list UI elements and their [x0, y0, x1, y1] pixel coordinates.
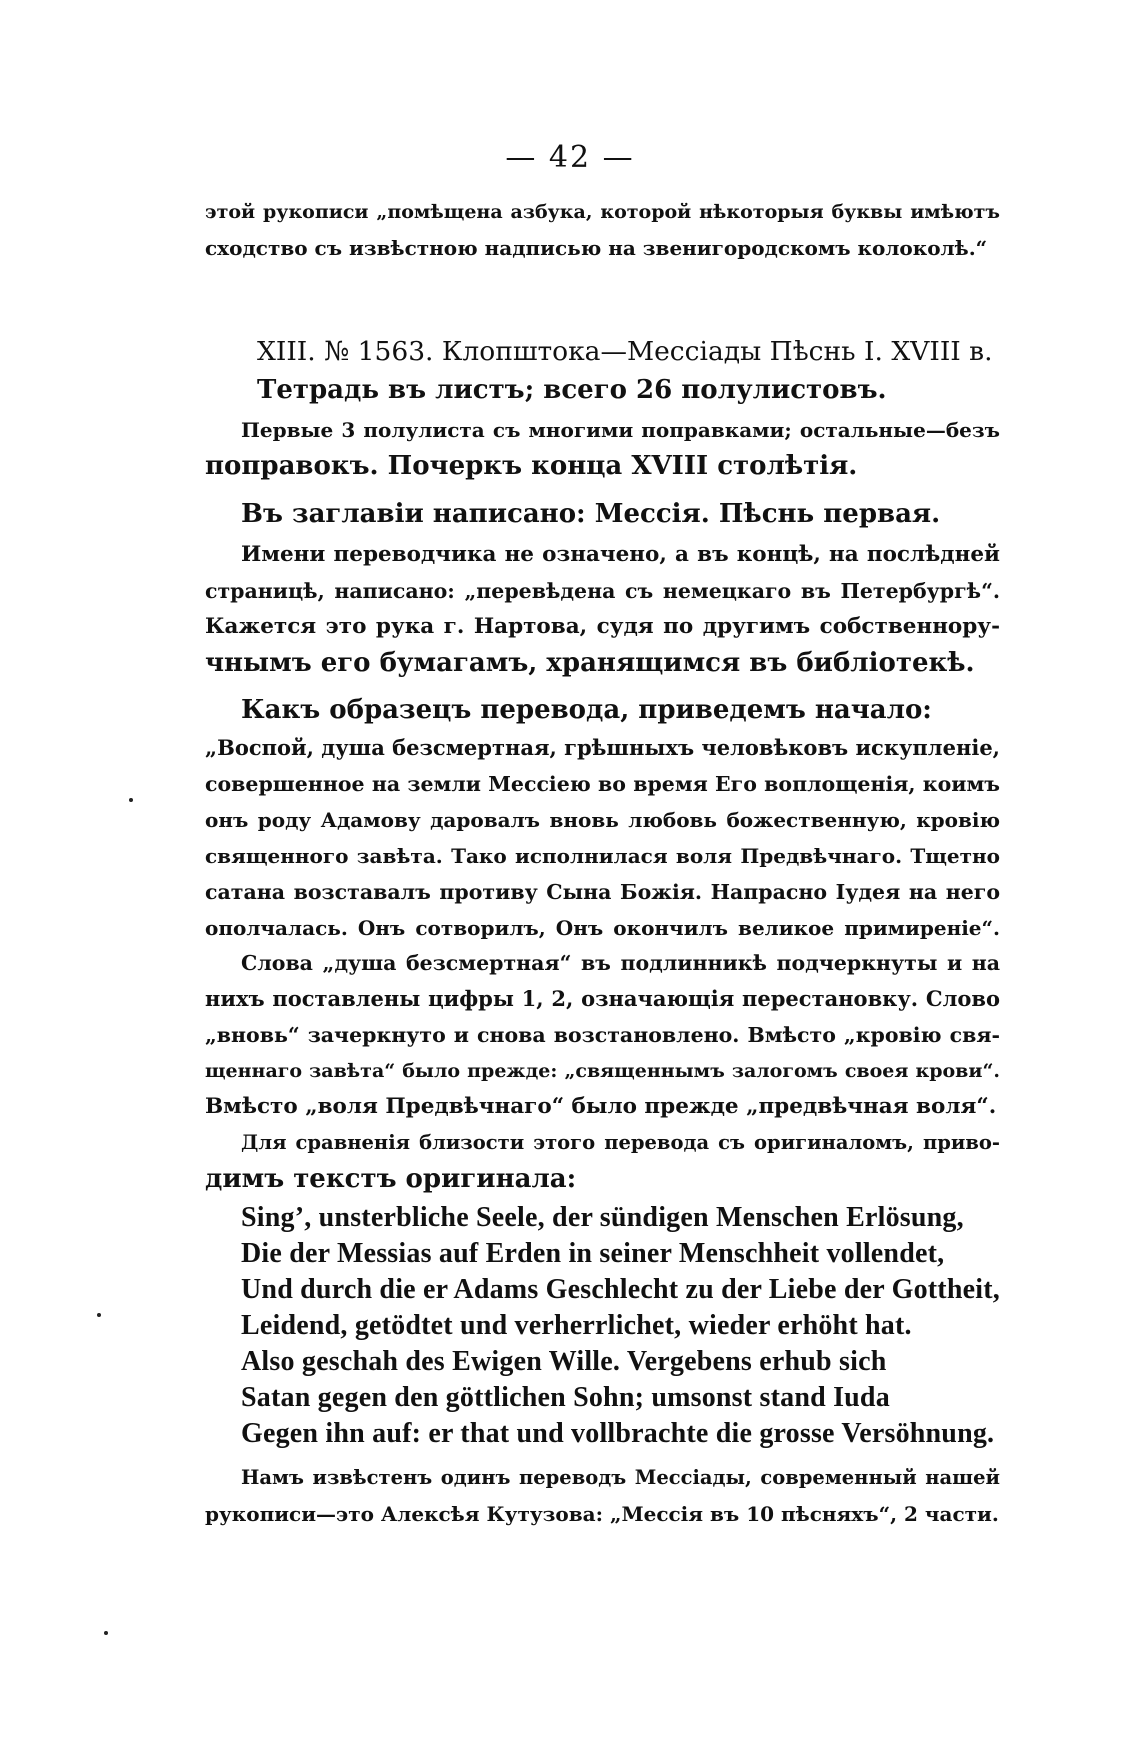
text-line: поправокъ. Почеркъ конца XVIII столѣтія. — [205, 451, 858, 481]
text-line: Намъ извѣстенъ одинъ переводъ Мессіады, современный нашей — [241, 1466, 1000, 1489]
verse-line: Sing’, unsterbliche Seele, der sündigen Menschen Erlösung, — [241, 1202, 964, 1233]
paragraph-6 — [205, 1125, 1000, 1197]
text-line: Для сравненія близости этого перевода съ оригиналомъ, приво- — [241, 1131, 1000, 1154]
text-line: онъ роду Адамову даровалъ вновь любовь божественную, кровію — [205, 808, 1000, 832]
text-line: димъ текстъ оригинала: — [205, 1164, 577, 1194]
verse-line: Leidend, getödtet und verherrlichet, wieder erhöht hat. — [241, 1310, 912, 1341]
heading-subtitle: Тетрадь въ листъ; всего 26 полулистовъ. — [257, 375, 887, 405]
page-number: — 42 — — [505, 140, 635, 175]
verse-line: Und durch die er Adams Geschlecht zu der Liebe der Gottheit, — [241, 1274, 1000, 1305]
paragraph-7 — [205, 1460, 1000, 1532]
paragraph-1 — [205, 412, 1000, 484]
paragraph-3 — [205, 537, 1000, 681]
text-line: нихъ поставлены цифры 1, 2, означающія перестановку. Слово — [205, 986, 1000, 1011]
paragraph-2 — [205, 496, 1000, 532]
text-line: совершенное на земли Мессіею во время Его воплощенія, коимъ — [205, 772, 1000, 796]
text-line: чнымъ его бумагамъ, хранящимся въ библіотекѣ. — [205, 648, 975, 678]
text-line: Вмѣсто „воля Предвѣчнаго“ было прежде „предвѣчная воля“. — [205, 1094, 997, 1119]
verse-line: Satan gegen den göttlichen Sohn; umsonst stand Iuda — [241, 1382, 890, 1413]
text-line: священного завѣта. Тако исполнилася воля Предвѣчнаго. Тщетно — [205, 844, 1000, 868]
heading-title: XIII. № 1563. Клопштока—Мессіады Пѣснь I. XVIII в. — [257, 336, 993, 367]
text-line: Имени переводчика не означено, а въ концѣ, на послѣдней — [241, 542, 1000, 567]
text-line: этой рукописи „помѣщена азбука, которой нѣкоторыя буквы имѣютъ — [205, 201, 1000, 223]
print-speck — [129, 798, 133, 802]
text-line: сходство съ извѣстною надписью на звенигородскомъ колоколѣ.“ — [205, 236, 988, 260]
original-verses — [205, 1200, 1000, 1452]
text-line: Какъ образецъ перевода, приведемъ начало: — [241, 695, 932, 725]
text-line: Въ заглавіи написано: Мессія. Пѣснь первая. — [241, 499, 941, 529]
text-line: Первые 3 полулиста съ многими поправками; остальные—безъ — [241, 418, 1000, 442]
text-line: „Воспой, душа безсмертная, грѣшныхъ человѣковъ искупленіе, — [205, 735, 1000, 760]
paragraph-5 — [205, 945, 1000, 1125]
text-line: страницѣ, написано: „перевѣдена съ немецкаго въ Петербургѣ“. — [205, 579, 1000, 603]
verse-line: Gegen ihn auf: er that und vollbrachte die grosse Versöhnung. — [241, 1418, 995, 1449]
text-line: Кажется это рука г. Нартова, судя по другимъ собственнору- — [205, 614, 1000, 639]
text-line: ополчалась. Онъ сотворилъ, Онъ окончилъ великое примиреніе“. — [205, 916, 1000, 940]
text-line: „вновь“ зачеркнуто и снова возстановлено. Вмѣсто „кровію свя- — [205, 1023, 1000, 1047]
translation-quote — [205, 730, 1000, 946]
catalog-heading — [205, 332, 1000, 408]
print-speck — [97, 1313, 101, 1317]
print-speck — [104, 1631, 108, 1635]
verse-line: Also geschah des Ewigen Wille. Vergebens erhub sich — [241, 1346, 887, 1377]
text-line: сатана возставалъ противу Сына Божія. Напрасно Іудея на него — [205, 880, 1000, 904]
intro-paragraph — [205, 194, 1000, 266]
text-line: Слова „душа безсмертная“ въ подлинникѣ подчеркнуты и на — [241, 951, 1000, 975]
verse-line: Die der Messias auf Erden in seiner Menschheit vollendet, — [241, 1238, 945, 1269]
text-line: щеннаго завѣта“ было прежде: „священнымъ залогомъ своея крови“. — [205, 1060, 1000, 1082]
paragraph-4 — [205, 692, 1000, 728]
text-line: рукописи—это Алексѣя Кутузова: „Мессія въ 10 пѣсняхъ“, 2 части. — [205, 1502, 999, 1526]
